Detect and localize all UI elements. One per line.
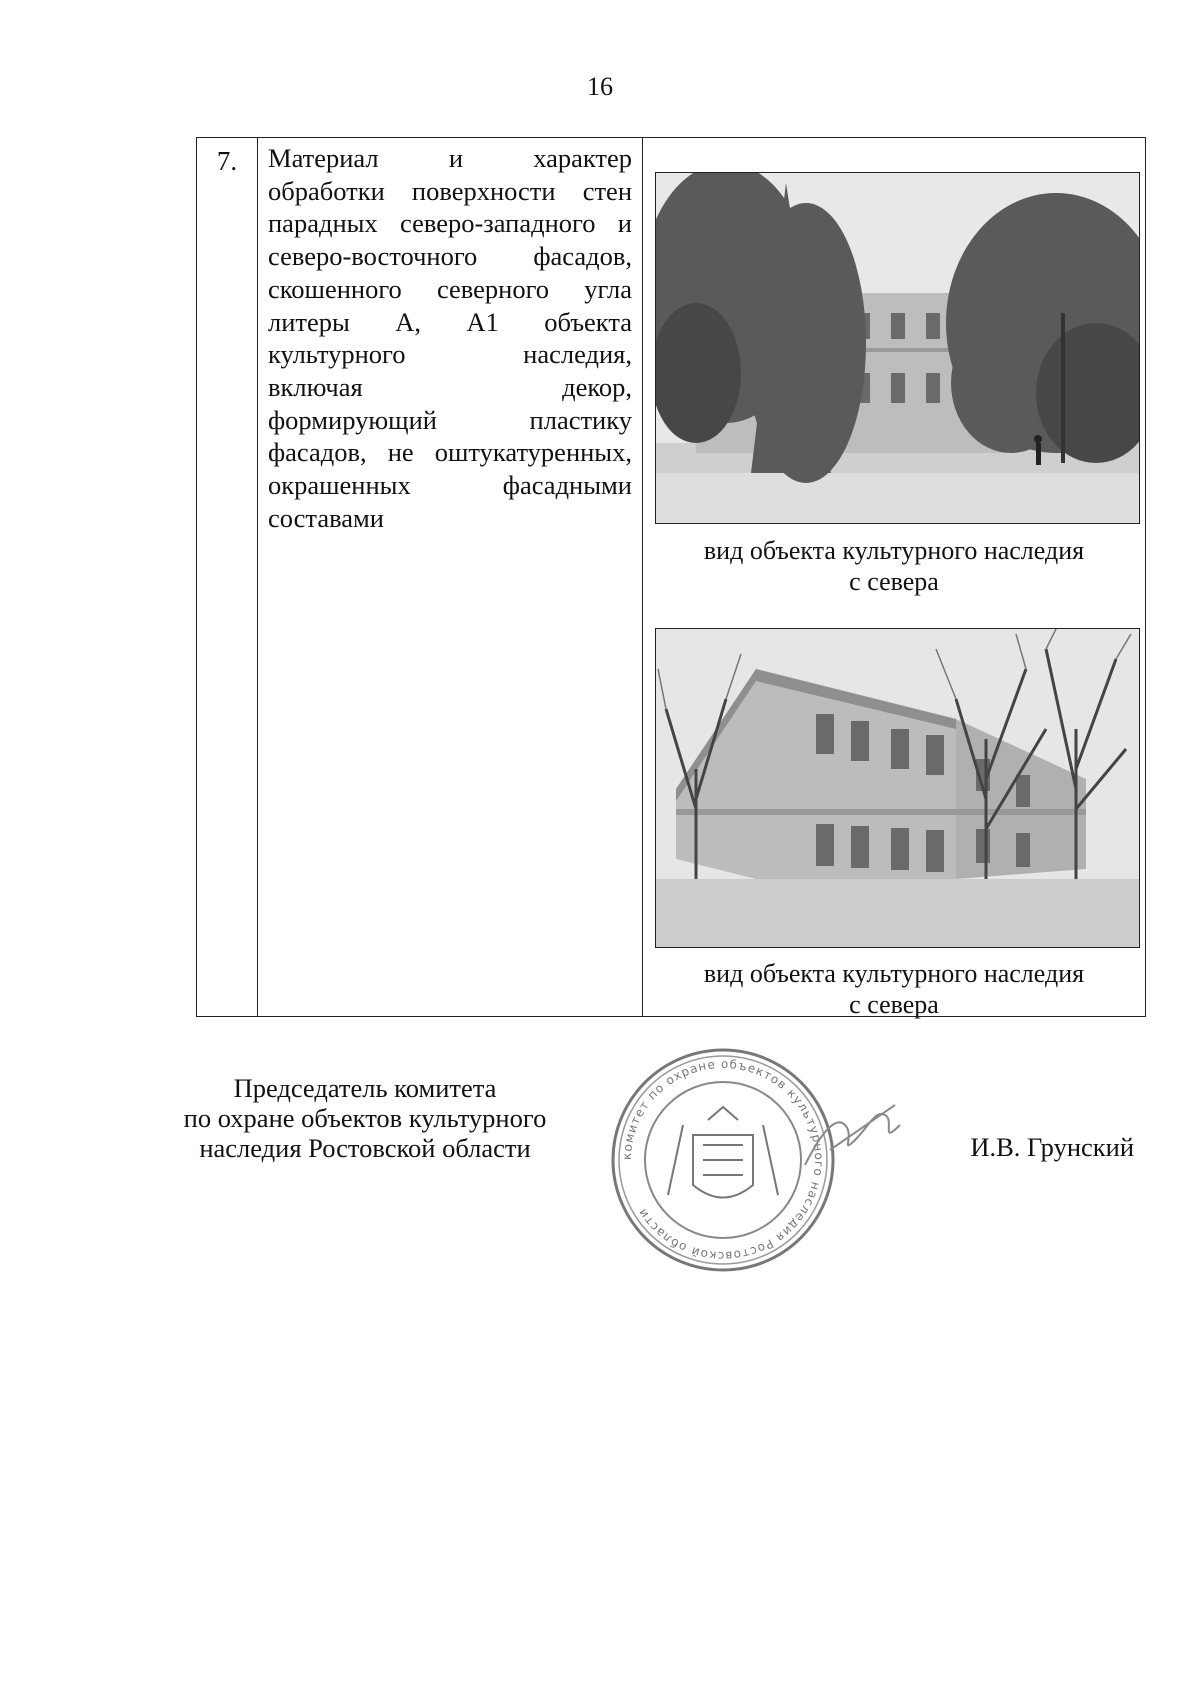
description-line: обработки поверхности стен bbox=[268, 175, 632, 206]
photo-north-view-2 bbox=[655, 628, 1140, 948]
description-line: литеры А, А1 объекта bbox=[268, 306, 632, 337]
description-line: фасадов, не оштукатуренных, bbox=[268, 437, 632, 468]
caption-line: с севера bbox=[849, 567, 939, 596]
signer-position-line: по охране объектов культурного bbox=[183, 1103, 547, 1133]
page-number: 16 bbox=[587, 72, 613, 101]
description-line: включая декор, bbox=[268, 371, 632, 402]
description-line: формирующий пластику bbox=[268, 404, 632, 435]
description-line: составами bbox=[268, 502, 384, 533]
heritage-table bbox=[196, 137, 1146, 1017]
photo-caption bbox=[643, 958, 1145, 1020]
row-photos bbox=[643, 138, 1146, 1017]
signer-position-line: Председатель комитета bbox=[233, 1073, 497, 1103]
row-number: 7. bbox=[197, 138, 258, 1017]
description-line: культурного наследия, bbox=[268, 339, 632, 370]
caption-line: вид объекта культурного наследия bbox=[703, 536, 1085, 565]
photo-caption bbox=[643, 535, 1145, 597]
description-line: Материал и характер bbox=[268, 143, 632, 173]
signer-position-line: наследия Ростовской области bbox=[199, 1133, 531, 1163]
description-line: скошенного северного угла bbox=[268, 273, 632, 304]
caption-line: вид объекта культурного наследия bbox=[703, 959, 1085, 988]
description-line: окрашенных фасадными bbox=[268, 470, 632, 501]
signature bbox=[800, 1095, 910, 1175]
table-row bbox=[197, 138, 1146, 1017]
signer-position bbox=[150, 1073, 580, 1163]
description-line: северо-восточного фасадов, bbox=[268, 241, 632, 272]
photo-north-view-1 bbox=[655, 172, 1140, 524]
signer-name: И.В. Грунский bbox=[970, 1132, 1134, 1162]
caption-line: с севера bbox=[849, 990, 939, 1019]
row-description bbox=[258, 138, 643, 1017]
description-line: парадных северо-западного и bbox=[268, 208, 632, 239]
seal-text: комитет по охране объектов культурного наследия Ростовской области bbox=[619, 1056, 827, 1264]
